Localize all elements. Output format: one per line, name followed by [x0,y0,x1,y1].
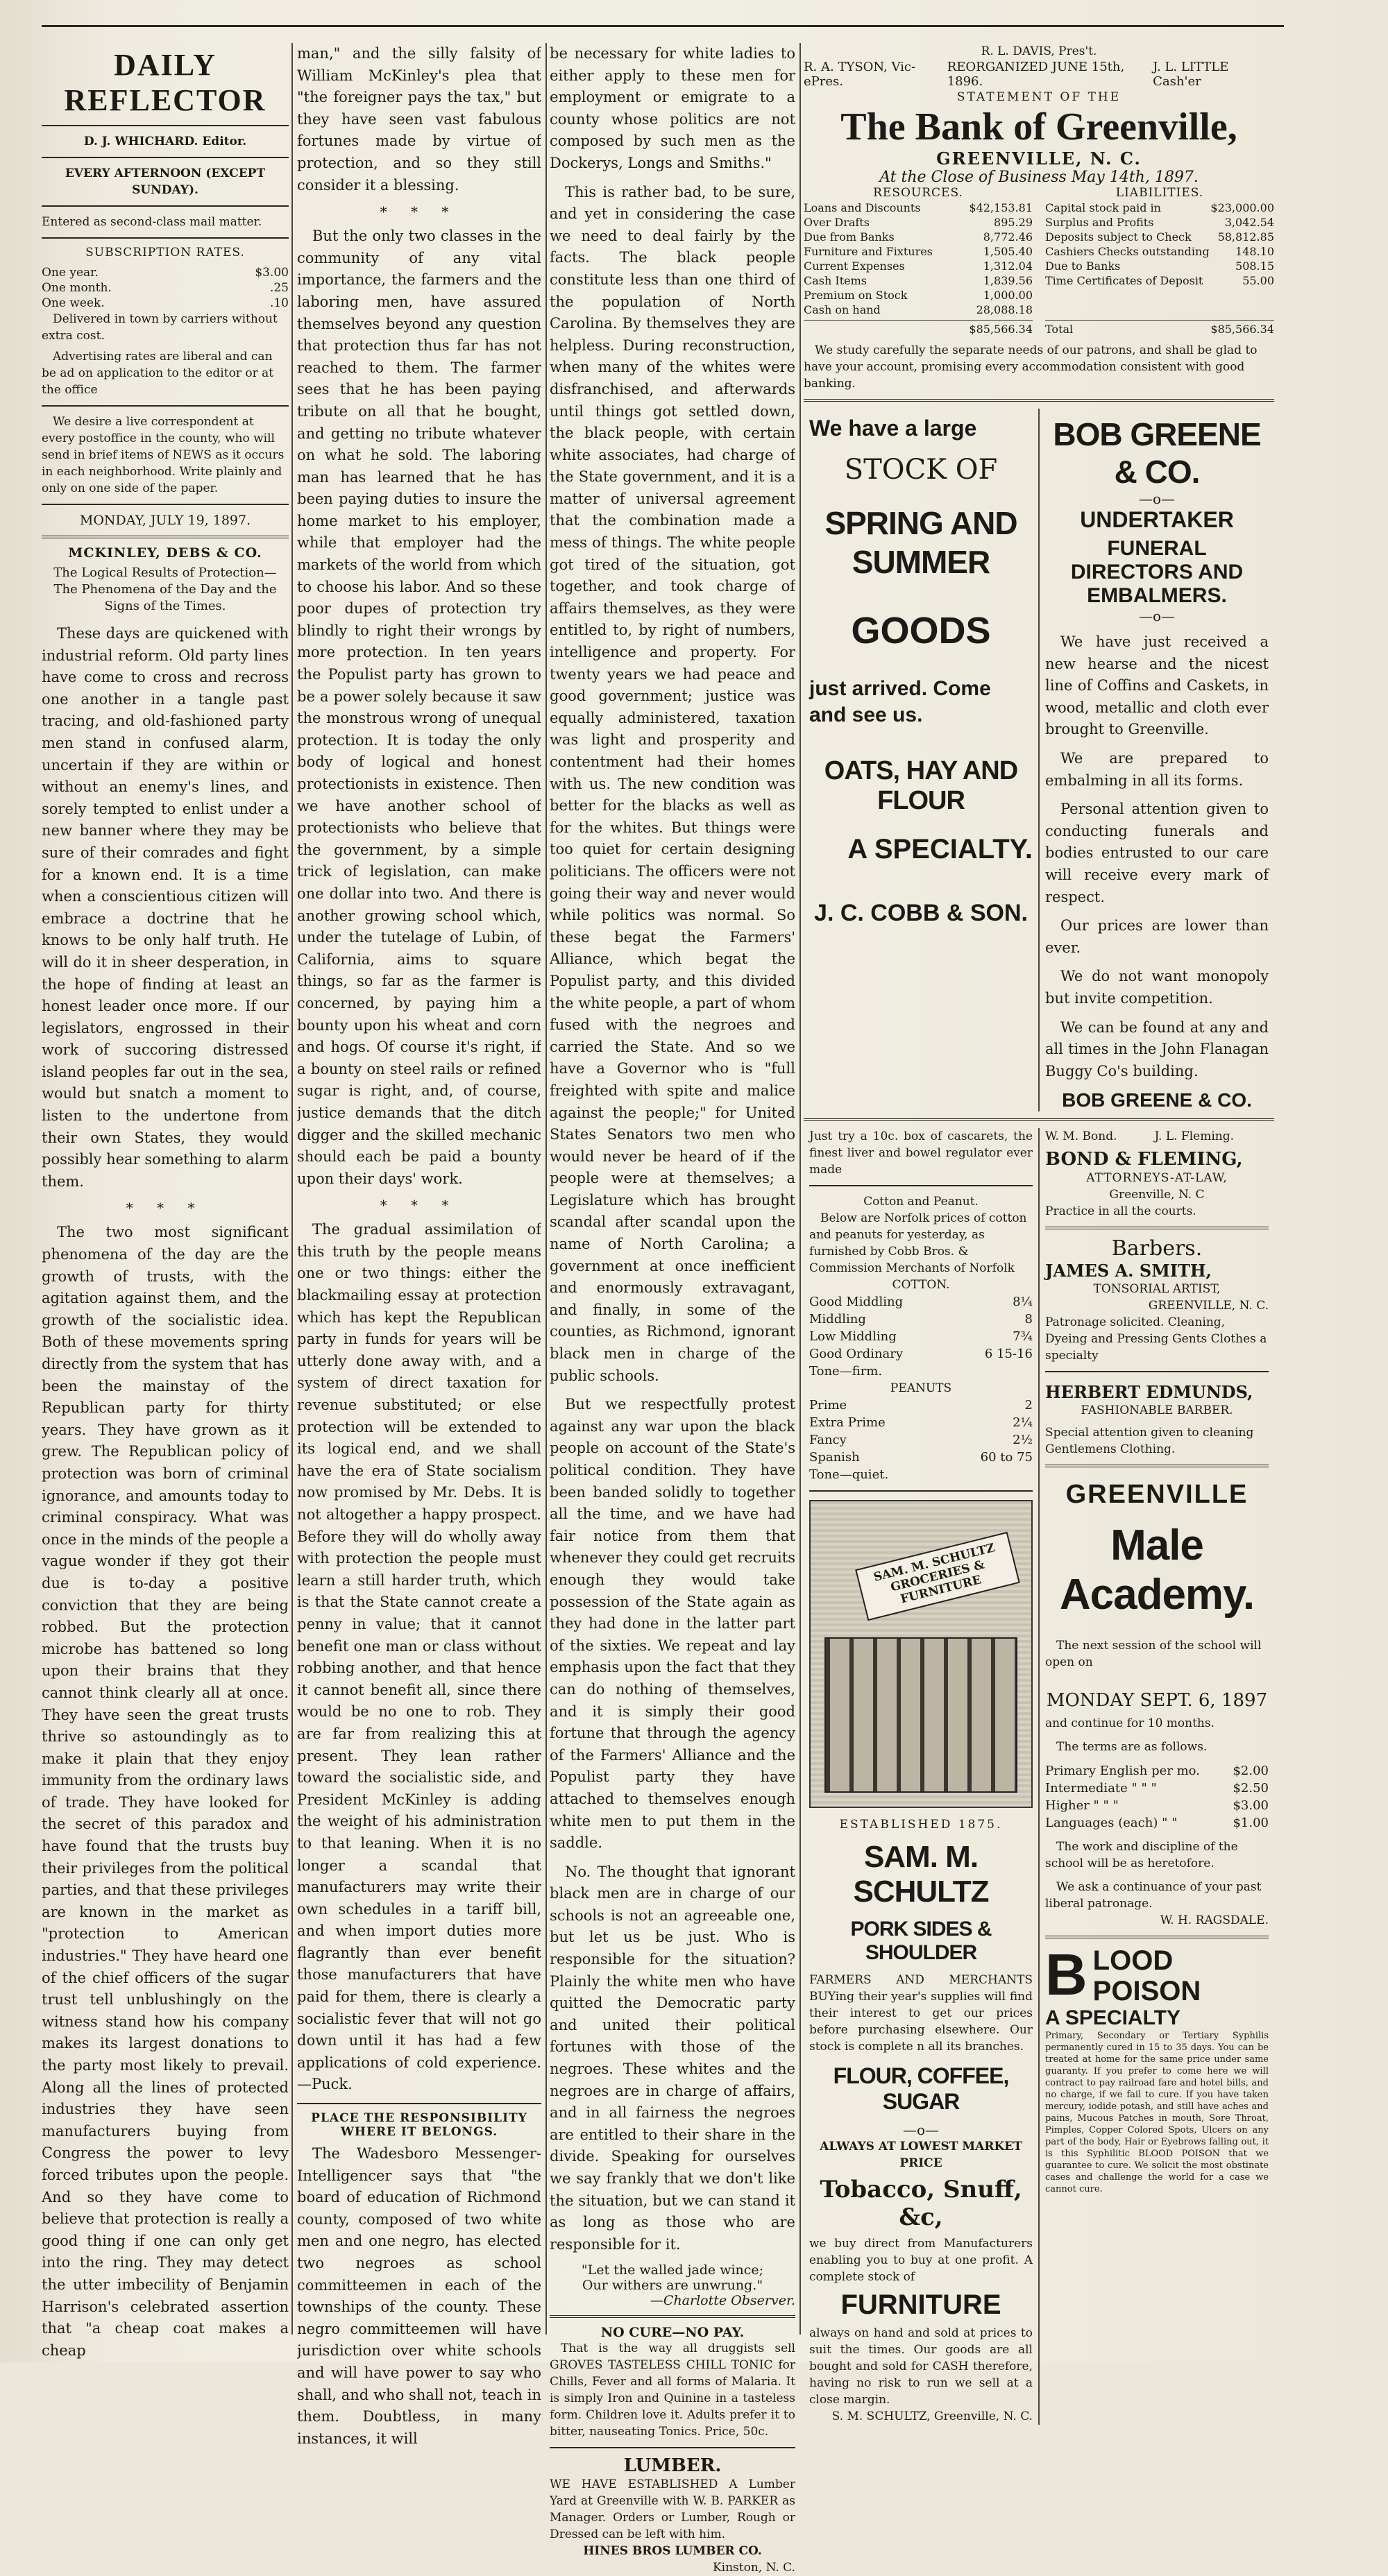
article-paragraph: The two most significant phenomena of the day are the growth of trusts, with the agitation against them, and the growth of the socialistic idea. Both of these movements spring directly from the system that has been the mainstay of the Republican party for thirty years. They have grown as it grew. The Republican policy of protection was born of criminal ignorance, and amounts today to criminal conspiracy. What was once in the minds of the people a vague wonder if they got their due is to-day a positive conviction that they are being robbed. But the protection microbe has battened so long upon their brains that they cannot think clearly all at once. They have seen the great trusts thrive so astoundingly as to make it plain that they enjoy immunity from the ordinary laws of trade. They have looked for the secret of this paradox and have found that the trusts buy their privileges from the political parties, and that these privileges are known in the market as "protection to American industries." They have heard one of the chief officers of the sugar trust tell unblushingly on the witness stand how his company makes its largest donations to the party most likely to prevail. Along all the lines of protected industries they have seen manufacturers buying from Congress the power to levy forced tributes upon the people. And so they have come to believe that protection is really a good thing if one can only get into the ring. They may detect the utter imbecility of Benjamin Harrison's celebrated assertion that "a cheap coat makes a cheap [42,1224,289,2359]
table-row: Middling 8 [809,1312,1033,1327]
table-row: Tone—quiet. [809,1467,889,1483]
table-row: Tone—firm. [809,1364,883,1379]
article-title: MCKINLEY, DEBS & CO. [68,545,262,561]
article-subtitle: The Logical Results of Protection— The Phenomena of the Day and the Signs of the Times. [53,565,277,613]
table-row: Due to Banks 508.15 [1045,259,1274,273]
article-paragraph: But we respectfully protest against any war upon the black people on account of the State's political condition. They have been banded solidly to together all the time, and we have had fair notice from them that whenever they could get recruits enough they would take possession of the State again as they had done in the latter part of the sixties. We repeat and lay emphasis upon the fact that they can do nothing of themselves, and it is simply their good fortune that through the agency of the Farmers' Alliance and the Populist party they have attached to themselves enough white men to put them in the saddle. [550,1396,795,1852]
subscription-rates [42,265,289,311]
table-row: Fancy 2½ [809,1433,1033,1448]
table-row: Surplus and Profits 3,042.54 [1045,216,1274,229]
bank-name: The Bank of Greenville, [840,105,1237,148]
lumber-signature: HINES BROS LUMBER CO. [583,2544,762,2559]
lumber-location: Kinston, N. C. [712,2561,795,2575]
table-row: Over Drafts 895.29 [804,216,1033,229]
issue-date: MONDAY, JULY 19, 1897. [79,513,251,528]
liabilities-table: LIABILITIES. Capital stock paid in $23,000.00 Surplus and Profits 3,042.54 Deposits subject to Check 58,812.85 Cashiers Checks outstanding 148.10 Due to Banks 508.15 Time Certificates of Deposit 55.00 Total $85,566.34 [1045,186,1274,336]
bank-vice-president: R. A. TYSON, Vic-ePres. [804,60,916,89]
ads-row-2: Just try a 10c. box of cascarets, the finest liver and bowel regulator ever made Cotton and Peanut. Below are Norfolk prices of cotton and peanuts for yesterday, as furnished by Cobb Bros. & Commission Merchants of Norfolk COTTON. Good Middling 8¼ Middling 8 Low Middling 7¾ Good Ordinary 6 15-16 Tone—firm. PEANUTS Prime 2 Extra Prime 2¼ Fancy 2½ Spanish 60 to 75 Tone—quiet. SAM. M. SCHULTZ GROCERIES & FURNITURE ESTABLISHED 1875. SAM. M. SCHULTZ PORK SIDES & SHOULDER FARMERS AND MERCHANTS BUYing their year's supplies will find their interest to get our prices before purchasing elsewhere. Our stock is complete n all its branches. FLOUR, COFFEE, SUGAR —o— ALWAYS AT LOWEST MARKET PRICE Tobacco, Snuff, &c, we buy direct from Manufacturers enabling you to buy at one profit. A complete stock of FURNITURE always on hand and sold at prices to suit the times. Our goods are all bought and sold for CASH therefore, having no risk to run we sell at a close margin. S. M. SCHULTZ, Greenville, N. C. W. M. Bond. J. L. Fleming. BOND & FLEMING, ATTORNEYS-AT-LAW, Greenville, N. C Practice in all the courts. Barbers. JAMES A. SMITH, TONSORIAL ARTIST, GREENVILLE, N. C. Patronage solicited. Cleaning, Dyeing and Pressing Gents Clothes a specialty HERBERT EDMUNDS, FASHIONABLE BARBER. Special attention given to cleaning Gentlemens Clothing. GREENVILLE Male Academy. The next session of the school will open on MONDAY SEPT. 6, 1897 and continue for 10 months. The terms are as follows. Primary English per mo. $2.00 Intermediate " " " $2.50 Higher " " " $3.00 Languages (each) " " $1.00 The work and discipline of the school will be as heretofore. We ask a continuance of your past liberal patronage. W. H. RAGSDALE. B LOOD POISON A SPECIALTY Primary, Secondary or Tertiary Syphilis permanently cured in 15 to 35 days. You can be treated at home for the same price under same guaranty. If you prefer to come here we will contract to pay railroad fare and hotel bills, and no charge, if we fail to cure. If you have taken mercury, iodide potash, and still have aches and pains, Mucous Patches in mouth, Sore Throat, Pimples, Copper Colored Spots, Ulcers on any part of the body, Hair or Eyebrows falling out, it is this Syphilitic BLOOD POISON that we guarantee to cure. We solicit the most obstinate cases and challenge the world for a case we cannot cure. [804,1128,1274,2425]
store-sign: SAM. M. SCHULTZ GROCERIES & FURNITURE [855,1532,1020,1621]
column-3 [550,43,795,2576]
masthead: DAILY REFLECTOR [64,48,266,117]
column-4 [804,43,1274,2425]
article-paragraph: man," and the silly falsity of William McKinley's plea that "the foreigner pays the tax," but they have seen vast fabulous fortunes made by virtue of protection, and so they still consider it a blessing. [297,45,541,194]
table-row: Higher " " " $3.00 [1045,1798,1269,1814]
schultz-name: SAM. M. SCHULTZ [853,1840,989,1909]
market-report: Cotton and Peanut. Below are Norfolk prices of cotton and peanuts for yesterday, as furnished by Cobb Bros. & Commission Merchants of Norfolk COTTON. Good Middling 8¼ Middling 8 Low Middling 7¾ Good Ordinary 6 15-16 Tone—firm. PEANUTS Prime 2 Extra Prime 2¼ Fancy 2½ Spanish 60 to 75 Tone—quiet. [809,1195,1033,1483]
table-row: Spanish 60 to 75 [809,1450,1033,1465]
schedule-line: EVERY AFTERNOON (EXCEPT SUNDAY). [65,167,266,197]
table-row: Current Expenses 1,312.04 [804,259,1033,273]
bank-ad [804,43,1274,392]
bank-president: R. L. DAVIS, Pres't. [981,44,1097,58]
bank-location: GREENVILLE, N. C. [936,148,1142,169]
poem-line: "Let the walled jade wince; [581,2262,764,2278]
top-rule [42,25,1284,27]
entry-line: Entered as second-class mail matter. [42,215,262,229]
rate-row: One week. .10 [42,296,289,310]
bank-statement-tables [804,186,1274,336]
table-row: Languages (each) " " $1.00 [1045,1816,1269,1831]
correspondent-note: We desire a live correspondent at every postoffice in the county, who will send in brief items of NEWS as it occurs in each neighborhood. Write plainly and only on one side of the paper. [42,415,285,495]
bank-close-date: At the Close of Business May 14th, 1897. [879,169,1199,186]
article-paragraph: These days are quickened with industrial reform. Old party lines have come to cross and recross one another in a tangle past tracing, and old-fashioned party men stand in confused alarm, uncertain if they are within or without an enemy's lines, and sorely tempted to enlist under a new banner where they may be sure of their comrades and fight for a known end. It is a time when a conscientious citizen will embrace a doctrine that he knows to be only half truth. He will do it in sheer desperation, in the hope of finding at least an honest leader once more. If our legislators, engrossed in their work of succoring distressed island peoples far out in the sea, would but snatch a moment to listen to the undertone from their own States, they would possibly hear something to alarm them. [42,625,289,1190]
column-1: DAILY REFLECTOR D. J. WHICHARD. Editor. EVERY AFTERNOON (EXCEPT SUNDAY). Entered as second-class mail matter. SUBSCRIPTION RATES. One year. $3.00 One month. .25 One week. .10 Delivered in town by carriers without extra cost. Advertising rates are liberal and can be ad on application to the editor or at the office We desire a live correspondent at every postoffice in the county, who will send in brief items of NEWS as it occurs in each neighborhood. Write plainly and only on one side of the paper. MONDAY, JULY 19, 1897. MCKINLEY, DEBS & CO. The Logical Results of Protection— The Phenomena of the Day and the Signs of the Times. These days are quickened with industrial reform. Old party lines have come to cross and recross one another in a tangle past tracing, and old-fashioned party men stand in confused alarm, uncertain if they are within or without an enemy's lines, and sorely tempted to enlist under a new banner where they may be sure of their comrades and fight for a known end. It is a time when a conscientious citizen will embrace a doctrine that he knows to be only half truth. He will do it in sheer desperation, in the hope of finding at least an honest leader once more. If our legislators, engrossed in their work of succoring distressed island peoples far out in the sea, would but snatch a moment to listen to the undertone from their own States, they would possibly hear something to alarm them. * * * The two most significant phenomena of the day are the growth of trusts, with the agitation against them, and the growth of the socialistic idea. Both of these movements spring directly from the system that has been the mainstay of the Republican party for thirty years. They have grown as it grew. The Republican policy of protection was born of criminal ignorance, and amounts today to criminal conspiracy. What was once in the minds of the people a vague wonder if they got their due is to-day a positive conviction that they are being robbed. But the protection microbe has battened so long upon their brains that they cannot think clearly all at once. They have seen the great trusts thrive so astoundingly as to make it plain that they enjoy immunity from the ordinary laws of trade. They have looked for the secret of this paradox and have found that the trusts buy their privileges from the political parties, and that these privileges are known in the market as "protection to American industries." They have heard one of the chief officers of the sugar trust tell unblushingly on the witness stand how his company makes its largest donations to the party most likely to prevail. Along all the lines of protected industries they have seen manufacturers buying from Congress the power to levy forced tributes upon the people. And so they have come to believe that protection is really a good thing if one can only get into the ring. They may detect the utter imbecility of Benjamin Harrison's celebrated assertion that "a cheap coat makes a cheap [42,43,289,2369]
cascarets-ad: Just try a 10c. box of cascarets, the finest liver and bowel regulator ever made [809,1129,1033,1177]
advertising-note: Advertising rates are liberal and can be ad on application to the editor or at the office [42,350,274,397]
ads-row-1 [804,409,1274,1111]
table-row: Due from Banks 8,772.46 [804,230,1033,244]
peanut-prices [809,1397,1033,1483]
table-row: Good Middling 8¼ [809,1295,1033,1310]
table-row: Furniture and Fixtures 1,505.40 [804,245,1033,258]
article-paragraph: But the only two classes in the community of any vital importance, the farmers and the laboring men, have assured themselves beyond any question that protection thus far has not reached to them. The farmer sees that he has been paying tribute on all that he bought, and getting no tribute whatever on what he sold. The laboring man has learned that he has been paying duties to insure the home market to his employer, while that employer had the markets of the world from which to choose his labor. And so these poor dupes of protection try blindly to right their wrongs by more protection. In ten years the Populist party has grown to be a power solely because it saw the monstrous wrong of unequal protection. It is today the only body of logical and honest protectionists in existence. Then we have another school of protectionists who believe that the government, by a simple trick of legislation, can make one dollar into two. And there is another growing school which, under the tutelage of Lubin, of California, aims to square things, so far as the farmer is concerned, by paying him a bounty upon his wheat and corn and hogs. Of course it's right, if a bounty on steel rails or refined sugar is right, and, of course, justice demands that the ditch digger and the skilled mechanic should each be paid a bounty upon their days' work. [297,228,541,1187]
table-row: Intermediate " " " $2.50 [1045,1781,1269,1796]
article-paragraph: This is rather bad, to be sure, and yet in considering the case we need to deal fairly by the facts. The black people constitute less than one third of the population of North Carolina. By themselves they are helpless. During reconstruction, when many of the whites were disfranchised, and afterwards until things got settled down, the black people, with certain white associates, had charge of the State government, and it is a matter of universal agreement that the combination made a mess of things. The white people got tired of the situation, got together, and took charge of affairs themselves, as they were entitled to, by right of numbers, intelligence and property. For twenty years we had peace and good government; justice was equally administered, taxation was light and prosperity and contentment had their homes with us. The new condition was better for the blacks as well as for the whites. But things were too quiet for certain designing politicians. The officers were not going their way and never would while politics was normal. So these begat the Farmers' Alliance, which begat the Populist party, and this divided the white people, a part of whom fused with the negroes and carried the State. And so we have a Governor who is "full freighted with spite and malice against the people;" for United States Senators two men who would never be heard of if the people were at themselves; a Legislature which has brought scandal after scandal upon the name of North Carolina; a government at once inefficient and enormously extravagant, and finally, in some of the counties, as Richmond, ignorant black men in charge of the public schools. [550,183,795,1384]
bank-cashier: J. L. LITTLE Cash'er [1153,60,1229,89]
table-row: Low Middling 7¾ [809,1329,1033,1345]
article-paragraph: The gradual assimilation of this truth by the people means one or two things: either the blackmailing essay at protection which has kept the Republican party in funds for years will be utterly done away with, and a system of direct taxation for revenue substituted; or else protection will be extended to its logical end, and we shall have the era of State socialism now promised by Mr. Debs. It is not altogether a happy prospect. Before they will do wholly away with protection the people must learn a still harder truth, which is that the State cannot create a penny in value; that it cannot benefit one man or class without robbing another, and that hence it cannot benefit all, since there would be no one to rob. They are far from realizing this at present. They lean rather toward the socialistic side, and President McKinley is adding the weight of his administration to that leaning. When it is no longer a scandal that manufacturers may write their own schedules in a tariff bill, and when import duties more flagrantly than ever benefit those manufacturers that have paid for them, there is clearly a socialistic fever that will not go down until it has had a few applications of cold experience.—Puck. [297,1221,541,2093]
article2-title: PLACE THE RESPONSIBILITY WHERE IT BELONGS. [311,2111,527,2140]
lumber-text: WE HAVE ESTABLISHED A Lumber Yard at Greenville with W. B. PARKER as Manager. Orders or Lumber, Rough or Dressed can be left with him. [550,2477,795,2542]
table-row: Prime 2 [809,1398,1033,1413]
blood-poison-ad: B LOOD POISON A SPECIALTY Primary, Secondary or Tertiary Syphilis permanently cured in 15 to 35 days. You can be treated at home for the same price under same guaranty. If you prefer to come here we will contract to pay railroad fare and hotel bills, and no charge, if we fail to cure. If you have taken mercury, iodide potash, and still have aches and pains, Mucous Patches in mouth, Sore Throat, Pimples, Copper Colored Spots, Ulcers on any part of the body, Hair or Eyebrows falling out, it is this Syphilitic BLOOD POISON that we guarantee to cure. We solicit the most obstinate cases and challenge the world for a case we cannot cure. [1045,1942,1269,2195]
lumber-title: LUMBER. [623,2455,722,2477]
store-illustration [809,1500,1033,1808]
article-paragraph: The Wadesboro Messenger-Intelligencer says that "the board of education of Richmond county, composed of two white men and one negro, has elected two negroes as school committeemen in each of the townships of the county. These negro committeemen will have jurisdiction over white schools and will have power to say who shall, and who shall not, teach in them. Doubtless, in many instances, it will [297,2145,541,2447]
table-row: Deposits subject to Check 58,812.85 [1045,230,1274,244]
article-paragraph: be necessary for white ladies to either apply to these men for employment or emigrate to a county whose politics are not composed by such men as the Dockerys, Longs and Smiths." [550,45,795,171]
resources-total: $85,566.34 [804,320,1033,336]
liabilities-total: Total $85,566.34 [1045,320,1274,336]
greene-ad: BOB GREENE & CO. —o— UNDERTAKER FUNERAL DIRECTORS AND EMBALMERS. —o— We have just received a new hearse and the nicest line of Coffins and Caskets, in wood, metallic and cloth ever brought to Greenville. We are prepared to embalming in all its forms. Personal attention given to conducting funerals and bodies entrusted to our care will receive every mark of respect. Our prices are lower than ever. We do not want monopoly but invite competition. We can be found at any and all times in the John Flanagan Buggy Co's building. BOB GREENE & CO. [1038,409,1274,1111]
rate-row: One year. $3.00 [42,266,289,280]
table-row: Loans and Discounts $42,153.81 [804,201,1033,214]
bank-statement: STATEMENT OF THE [956,90,1122,104]
table-row: Cash Items 1,839.56 [804,274,1033,287]
nocure-title: NO CURE—NO PAY. [600,2325,745,2341]
table-row: Primary English per mo. $2.00 [1045,1764,1269,1779]
table-row: Good Ordinary 6 15-16 [809,1347,1033,1362]
column-2: man," and the silly falsity of William McKinley's plea that "the foreigner pays the tax," but they have seen vast fabulous fortunes made by virtue of protection, and so they still consider it a blessing. * * * But the only two classes in the community of any vital importance, the farmers and the laboring men, have assured themselves beyond any question that protection thus far has not reached to them. The farmer sees that he has been paying tribute on all that he bought, and getting no tribute whatever on what he sold. The laboring man has learned that he has been paying duties to insure the home market to his employer, while that employer had the markets of the world from which to choose his labor. And so these poor dupes of protection try blindly to right their wrongs by more protection. In ten years the Populist party has grown to be a power solely because it saw the monstrous wrong of unequal protection. It is today the only body of logical and honest protectionists in existence. Then we have another school of protectionists who believe that the government, by a simple trick of legislation, can make one dollar into two. And there is another growing school which, under the tutelage of Lubin, of California, aims to square things, so far as the farmer is concerned, by paying him a bounty upon his wheat and corn and hogs. Of course it's right, if a bounty on steel rails or refined sugar is right, and, of course, justice demands that the ditch digger and the skilled mechanic should each be paid a bounty upon their days' work. * * * The gradual assimilation of this truth by the people means one or two things: either the blackmailing essay at protection which has kept the Republican party in funds for years will be utterly done away with, and a system of direct taxation for revenue substituted; or else protection will be extended to its logical end, and we shall have the era of State socialism now promised by Mr. Debs. It is not altogether a happy prospect. Before they will do wholly away with protection the people must learn a still harder truth, which is that the State cannot create a penny in value; that it cannot benefit one man or class without robbing another, and that hence it cannot benefit all, since there would be no one to rob. They are far from realizing this at present. They lean rather toward the socialistic side, and President McKinley is adding the weight of his administration to that leaning. When it is no longer a scandal that manufacturers may write their own schedules in a tariff bill, and when import duties more flagrantly than ever benefit those manufacturers that have paid for them, there is clearly a socialistic fever that will not go down until it has had a few applications of cold experience.—Puck. PLACE THE RESPONSIBILITY WHERE IT BELONGS. The Wadesboro Messenger-Intelligencer says that "the board of education of Richmond county, composed of two white men and one negro, has elected two negroes as school committeemen in each of the townships of the county. These negro committeemen will have jurisdiction over white schools and will have power to say who shall, and who shall not, teach in them. Doubtless, in many instances, it will [297,43,541,2457]
bank-note: We study carefully the separate needs of our patrons, and shall be glad to have your account, promising every accommodation consistent with good banking. [804,343,1258,391]
table-row: Cashiers Checks outstanding 148.10 [1045,245,1274,258]
article-paragraph: No. The thought that ignorant black men are in charge of our schools is not an agreeable one, but let us be just. Who is responsible for the situation? Plainly the white men who have quitted the Democratic party and united their political fortunes with those of the negroes. These whites and the negroes are in charge of affairs, and in all fairness the negroes are entitled to their share in the divide. Speaking for ourselves we say frankly that we don't like the situation, but we can stand it as long as those who are responsible for it. [550,1863,795,2253]
editor-line: D. J. WHICHARD. Editor. [83,135,247,148]
resources-table: RESOURCES. Loans and Discounts $42,153.81 Over Drafts 895.29 Due from Banks 8,772.46 Furniture and Fixtures 1,505.40 Current Expenses 1,312.04 Cash Items 1,839.56 Premium on Stock 1,000.00 Cash on hand 28,088.18 $85,566.34 [804,186,1033,336]
table-row: Premium on Stock 1,000.00 [804,289,1033,302]
delivery-note: Delivered in town by carriers without extra cost. [42,312,278,343]
cobb-ad: We have a large STOCK OF SPRING AND SUMMER GOODS just arrived. Come and see us. OATS, HAY AND FLOUR A SPECIALTY. J. C. COBB & SON. [809,416,1033,926]
poem-line: Our withers are unwrung." [582,2278,763,2294]
academy-title: GREENVILLE [1065,1480,1249,1510]
bond-names: W. M. Bond. J. L. Fleming. [1045,1129,1235,1144]
table-row: Extra Prime 2¼ [809,1415,1033,1431]
cotton-prices [809,1293,1033,1380]
bank-reorganized: REORGANIZED JUNE 15th, 1896. [947,60,1125,89]
table-row: Capital stock paid in $23,000.00 [1045,201,1274,214]
nocure-text: That is the way all druggists sell GROVES TASTELESS CHILL TONIC for Chills, Fever and all forms of Malaria. It is simply Iron and Quinine in a tasteless form. Children love it. Adults prefer it to bitter, nauseating Tonics. Price, 50c. [550,2342,795,2439]
barbers-title: Barbers. [1111,1236,1203,1261]
academy-terms [1045,1762,1269,1832]
subscription-title: SUBSCRIPTION RATES. [85,246,245,259]
bond-firm: BOND & FLEMING, [1045,1149,1243,1170]
established-line: ESTABLISHED 1875. [839,1818,1003,1832]
table-row: Time Certificates of Deposit 55.00 [1045,274,1274,287]
rate-row: One month. .25 [42,281,289,295]
table-row: Cash on hand 28,088.18 [804,303,1033,316]
attribution: —Charlotte Observer. [650,2293,795,2309]
